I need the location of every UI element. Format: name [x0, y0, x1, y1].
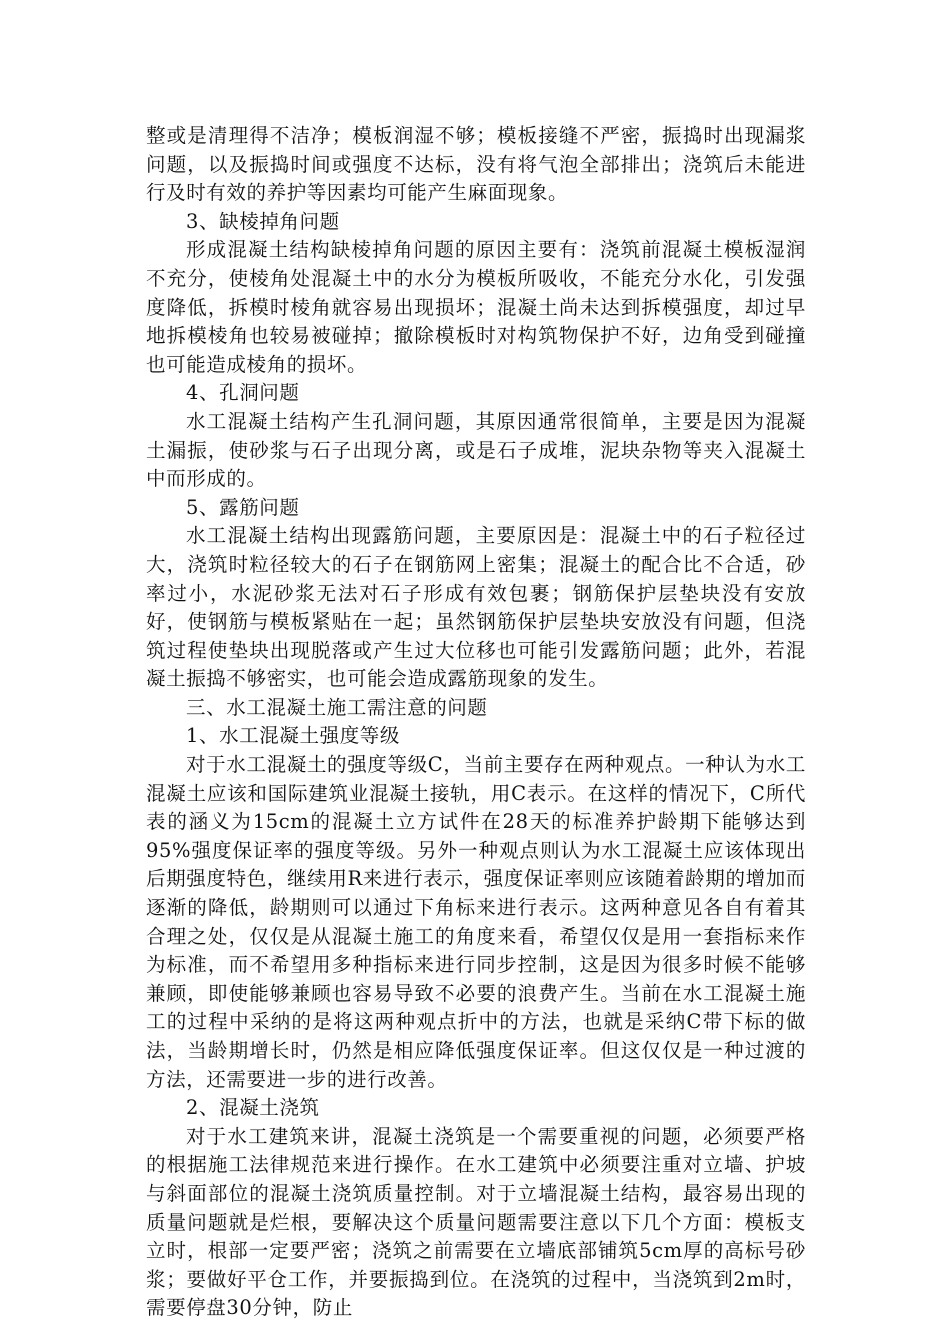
paragraph-strength-grade: 对于水工混凝土的强度等级C，当前主要存在两种观点。一种认为水工混凝土应该和国际建筑业混凝土接轨，用C表示。在这样的情况下，C所代表的涵义为15cm的混凝土立方试件在28天的标准养护龄期下能够达到95%强度保证率的强度等级。另外一种观点则认为水工混凝土应该体现出后期强度特色，继续用R来进行表示，强度保证率则应该随着龄期的增加而逐渐的降低，龄期则可以通过下角标来进行表示。这两种意见各自有着其合理之处，仅仅是从混凝土施工的角度来看，希望仅仅是用一套指标来作为标准，而不希望用多种指标来进行同步控制，这是因为很多时候不能够兼顾，即使能够兼顾也容易导致不必要的浪费产生。当前在水工混凝土施工的过程中采纳的是将这两种观点折中的方法，也就是采纳C带下标的做法，当龄期增长时，仍然是相应降低强度保证率。但这仅仅是一种过渡的方法，还需要进一步的进行改善。: [146, 753, 806, 1091]
heading-holes: 4、孔洞问题: [186, 381, 300, 405]
paragraph-exposed-rebar: 水工混凝土结构出现露筋问题，主要原因是：混凝土中的石子粒径过大，浇筑时粒径较大的石子在钢筋网上密集；混凝土的配合比不合适，砂率过小，水泥砂浆无法对石子形成有效包裹；钢筋保护层垫块没有安放好，使钢筋与模板紧贴在一起；虽然钢筋保护层垫块安放没有问题，但浇筑过程使垫块出现脱落或产生过大位移也可能引发露筋问题；此外，若混凝土振捣不够密实，也可能会造成露筋现象的发生。: [146, 524, 806, 691]
paragraph-holes: 水工混凝土结构产生孔洞问题，其原因通常很简单，主要是因为混凝土漏振，使砂浆与石子出现分离，或是石子成堆，泥块杂物等夹入混凝土中而形成的。: [146, 409, 806, 491]
heading-strength-grade: 1、水工混凝土强度等级: [186, 724, 401, 748]
heading-concrete-pouring: 2、混凝土浇筑: [186, 1096, 320, 1120]
heading-missing-edges: 3、缺棱掉角问题: [186, 209, 340, 233]
document-body: [146, 122, 806, 1323]
section-heading-construction-notes: 三、水工混凝土施工需注意的问题: [186, 695, 488, 719]
paragraph-concrete-pouring: 对于水工建筑来讲，混凝土浇筑是一个需要重视的问题，必须要严格的根据施工法律规范来进行操作。在水工建筑中必须要注重对立墙、护坡与斜面部位的混凝土浇筑质量控制。对于立墙混凝土结构，最容易出现的质量问题就是烂根，要解决这个质量问题需要注意以下几个方面：模板支立时，根部一定要严密；浇筑之前需要在立墙底部铺筑5cm厚的高标号砂浆；要做好平仓工作，并要振捣到位。在浇筑的过程中，当浇筑到2m时，需要停盘30分钟，防止: [146, 1124, 806, 1320]
paragraph-surface-defects-continued: 整或是清理得不洁净；模板润湿不够；模板接缝不严密，振捣时出现漏浆问题，以及振捣时间或强度不达标，没有将气泡全部排出；浇筑后未能进行及时有效的养护等因素均可能产生麻面现象。: [146, 124, 806, 205]
paragraph-missing-edges: 形成混凝土结构缺棱掉角问题的原因主要有：浇筑前混凝土模板湿润不充分，使棱角处混凝土中的水分为模板所吸收，不能充分水化，引发强度降低，拆模时棱角就容易出现损坏；混凝土尚未达到拆模强度，却过早地拆模棱角也较易被碰掉；撤除模板时对构筑物保护不好，边角受到碰撞也可能造成棱角的损坏。: [146, 238, 806, 376]
heading-exposed-rebar: 5、露筋问题: [186, 495, 300, 519]
